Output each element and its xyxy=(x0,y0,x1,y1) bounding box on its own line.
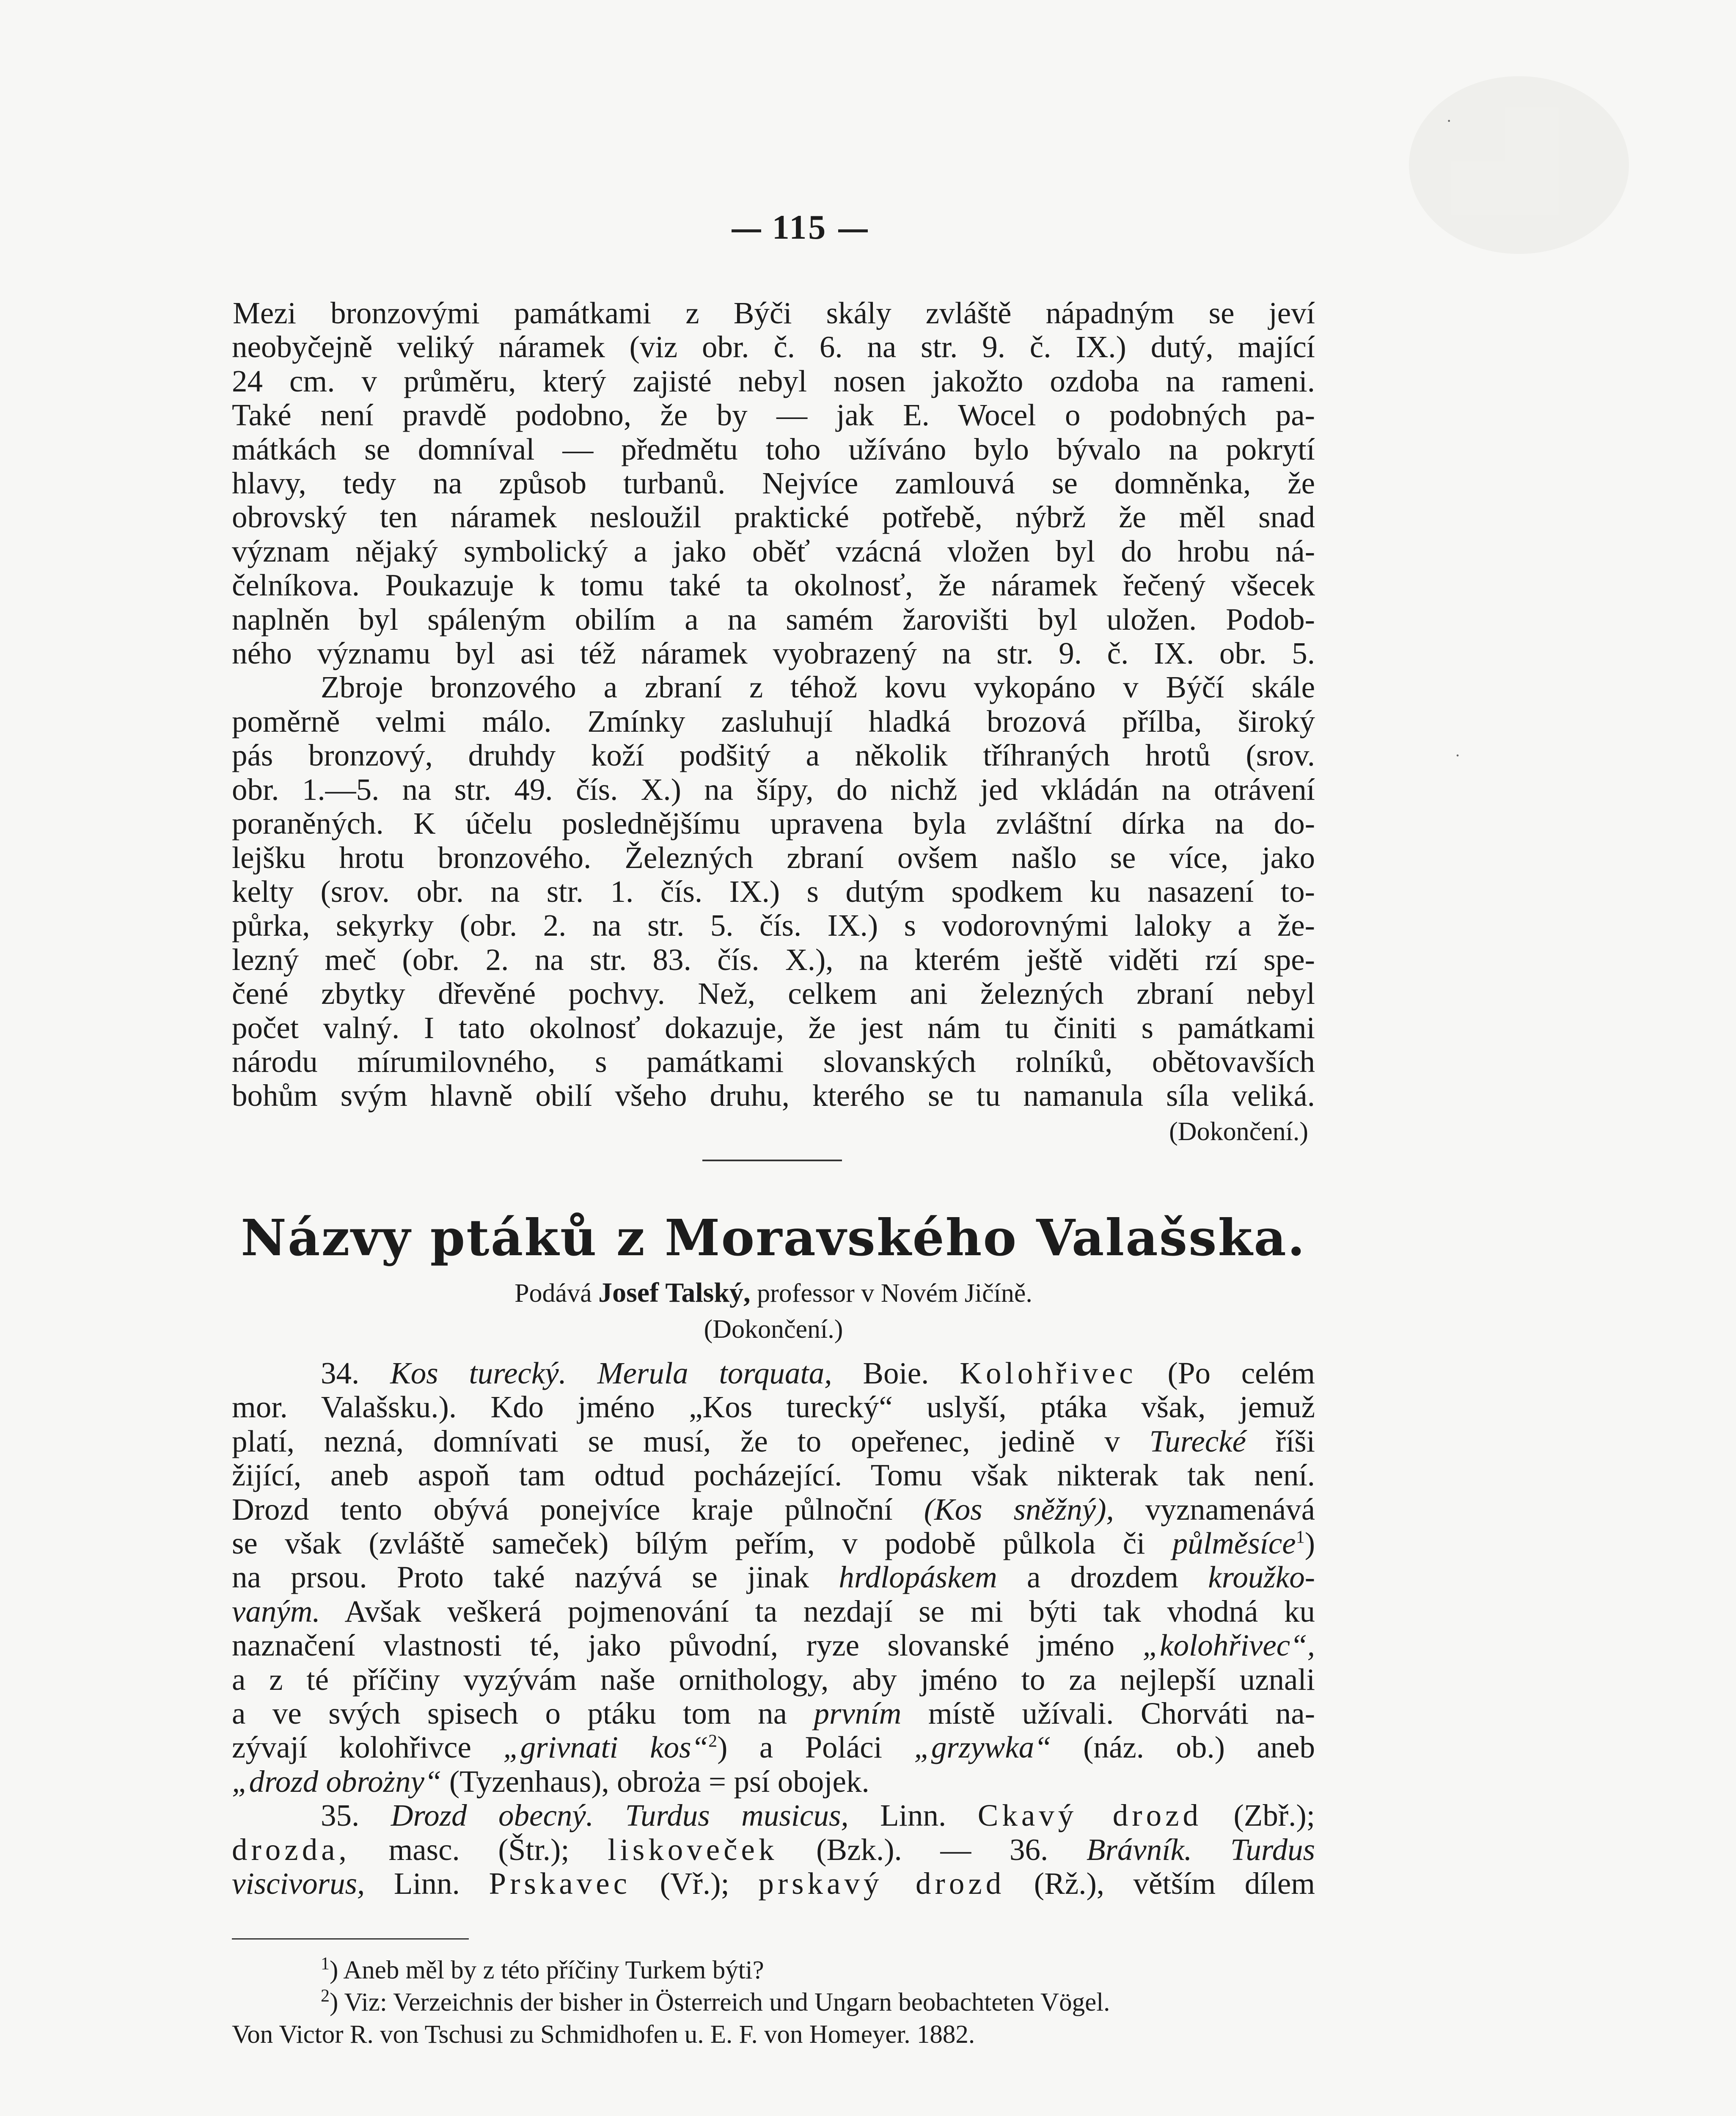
text-line: 35. Drozd obecný. Turdus musicus, Linn. Ckavý drozd (Zbř.); xyxy=(321,1798,1315,1833)
text-line: lezný meč (obr. 2. na str. 83. čís. X.), na kterém ještě viděti rzí spe- xyxy=(232,942,1315,977)
article-birds-body xyxy=(232,1356,1315,1901)
folk-name: drozda, xyxy=(232,1832,350,1867)
text-line: žijící, aneb aspoň tam odtud pocházející. Tomu však nikterak tak není. xyxy=(232,1458,1315,1493)
footnote-ref: 2 xyxy=(708,1732,718,1752)
entry-35-36 xyxy=(232,1799,1315,1901)
folio-dash-right xyxy=(838,229,868,232)
entry-34 xyxy=(232,1356,1315,1799)
text-line: hlavy, tedy na způsob turbanů. Nejvíce zamlouvá se domněnka, že xyxy=(232,466,1315,501)
byline-suffix: professor v Novém Jičíně. xyxy=(757,1279,1032,1308)
text-line: zývají kolohřivce „grivnati kos“$^2$) a Poláci „grzywka“ (náz. ob.) aneb xyxy=(232,1730,1315,1765)
footnote-2: $^2$) Viz: Verzeichnis der bisher in Österreich und Ungarn beobachteten Vögel. Von Victor R. von Tschusi zu Schmidhofen u. E. F. von Homeyer. 1882. xyxy=(232,1986,1110,2049)
text-line: mátkách se domníval — předmětu toho užíváno bylo bývalo na pokrytí xyxy=(232,432,1315,466)
text-line: na prsou. Proto také nazývá se jinak hrdlopáskem a drozdem kroužko- xyxy=(232,1560,1315,1595)
text-line: poměrně velmi málo. Zmínky zasluhují hladká brozová přílba, široký xyxy=(232,704,1315,738)
text-line: obr. 1.—5. na str. 49. čís. X.) na šípy, do nichž jed vkládán na otrávení xyxy=(232,772,1315,807)
author-name: Josef Talský, xyxy=(598,1277,751,1308)
text-line: naplněn byl spáleným obilím a na samém žarovišti byl uložen. Podob- xyxy=(232,602,1315,636)
footnote-ref: 1 xyxy=(1296,1527,1305,1547)
text-line: bohům svým hlavně obilí všeho druhu, kterého se tu namanula síla veliká. xyxy=(232,1078,1315,1113)
speck-mark: · xyxy=(1446,111,1452,130)
text-line: a ve svých spisech o ptáku tom na prvním místě užívali. Chorváti na- xyxy=(232,1696,1315,1731)
folk-name: Ckavý drozd xyxy=(977,1798,1202,1833)
ending-note: (Dokončení.) xyxy=(1169,1117,1308,1146)
text-line: kelty (srov. obr. na str. 1. čís. IX.) s dutým spodkem ku nasazení to- xyxy=(232,874,1315,909)
folk-name: Kolohřivec xyxy=(960,1356,1137,1390)
text-line: viscivorus, Linn. Prskavec (Vř.); prskavý drozd (Rž.), větším dílem xyxy=(232,1866,1315,1901)
text-line: lejšku hrotu bronzového. Železných zbraní ovšem našlo se více, jako xyxy=(232,840,1315,875)
text-line: půrka, sekyrky (obr. 2. na str. 5. čís. IX.) s vodorovnými laloky a že- xyxy=(232,908,1315,943)
text-line: čelníkova. Poukazuje k tomu také ta okolnosť, že náramek řečený všecek xyxy=(232,568,1315,603)
article-bronze-continuation xyxy=(232,296,1315,1149)
text-line: naznačení vlastnosti té, jako původní, ryze slovanské jméno „kolohřivec“, xyxy=(232,1628,1315,1663)
text-line: a z té příčiny vyzývám naše ornithology, aby jméno to za nejlepší uznali xyxy=(232,1662,1315,1697)
folio-dash-left xyxy=(732,229,761,232)
text-line: počet valný. I tato okolnosť dokazuje, že jest nám tu činiti s památkami xyxy=(232,1010,1315,1045)
folk-name: Prskavec xyxy=(489,1866,631,1901)
folk-name: liskoveček xyxy=(608,1832,778,1867)
speck-mark: . xyxy=(1455,741,1460,760)
text-line: čené zbytky dřevěné pochvy. Než, celkem ani železných zbraní nebyl xyxy=(232,976,1315,1011)
text-line: 24 cm. v průměru, který zajisté nebyl nosen jakožto ozdoba na rameni. xyxy=(232,364,1315,398)
text-line: ného významu byl asi též náramek vyobrazený na str. 9. č. IX. obr. 5. xyxy=(232,636,1315,671)
footnotes xyxy=(232,1954,1315,2051)
text-line: význam nějaký symbolický a jako oběť vzácná vložen byl do hrobu ná- xyxy=(232,534,1315,568)
article-title: Názvy ptáků z Moravského Valašska. xyxy=(241,1208,1306,1267)
footnote-1: $^1$) Aneb měl by z této příčiny Turkem býti? xyxy=(321,1954,764,1984)
page-number-text: 115 xyxy=(772,208,828,246)
section-separator xyxy=(702,1160,842,1161)
text-line: Mezi bronzovými památkami z Býči skály zvláště nápadným se jeví xyxy=(233,296,1315,330)
text-line: drozda, masc. (Štr.); liskoveček (Bzk.). — 36. Brávník. Turdus xyxy=(232,1832,1315,1867)
text-line: národu mírumilovného, s památkami slovanských rolníků, obětovavších xyxy=(232,1044,1315,1079)
continued-note: (Dokončení.) xyxy=(704,1315,843,1344)
page-number xyxy=(0,207,1599,247)
footnote-rule xyxy=(232,1938,469,1940)
text-line: se však (zvláště sameček) bílým peřím, v podobě půlkola či půlměsíce$^1$) xyxy=(232,1526,1315,1561)
text-line: poraněných. K účelu poslednějšímu upravena byla zvláštní dírka na do- xyxy=(232,806,1315,841)
article-text xyxy=(232,296,1315,1113)
text-line: Také není pravdě podobno, že by — jak E. Wocel o podobných pa- xyxy=(232,398,1315,433)
text-line: platí, nezná, domnívati se musí, že to opeřenec, jedině v Turecké říši xyxy=(232,1424,1315,1458)
text-line: neobyčejně veliký náramek (viz obr. č. 6. na str. 9. č. IX.) dutý, mající xyxy=(232,330,1315,364)
text-line: Drozd tento obývá ponejvíce kraje půlnoční (Kos sněžný), vyznamenává xyxy=(232,1492,1315,1526)
text-line: vaným. Avšak veškerá pojmenování ta nezdají se mi býti tak vhodná ku xyxy=(232,1594,1315,1628)
article-byline xyxy=(232,1277,1315,1309)
text-line: mor. Valašsku.). Kdo jméno „Kos turecký“ uslyší, ptáka však, jemuž xyxy=(232,1390,1315,1424)
text-line: pás bronzový, druhdy koží podšitý a několik tříhraných hrotů (srov. xyxy=(232,738,1315,773)
byline-prefix: Podává xyxy=(514,1279,592,1308)
text-line: 34. Kos turecký. Merula torquata, Boie. Kolohřivec (Po celém xyxy=(321,1356,1315,1390)
text-line: „drozd obrożny“ (Tyzenhaus), obroża = psí obojek. xyxy=(232,1764,869,1799)
folk-name: prskavý drozd xyxy=(758,1866,1005,1901)
text-line: Zbroje bronzového a zbraní z téhož kovu vykopáno v Býčí skále xyxy=(321,670,1315,705)
text-line: obrovský ten náramek nesloužil praktické potřebě, nýbrž že měl snad xyxy=(232,500,1315,535)
